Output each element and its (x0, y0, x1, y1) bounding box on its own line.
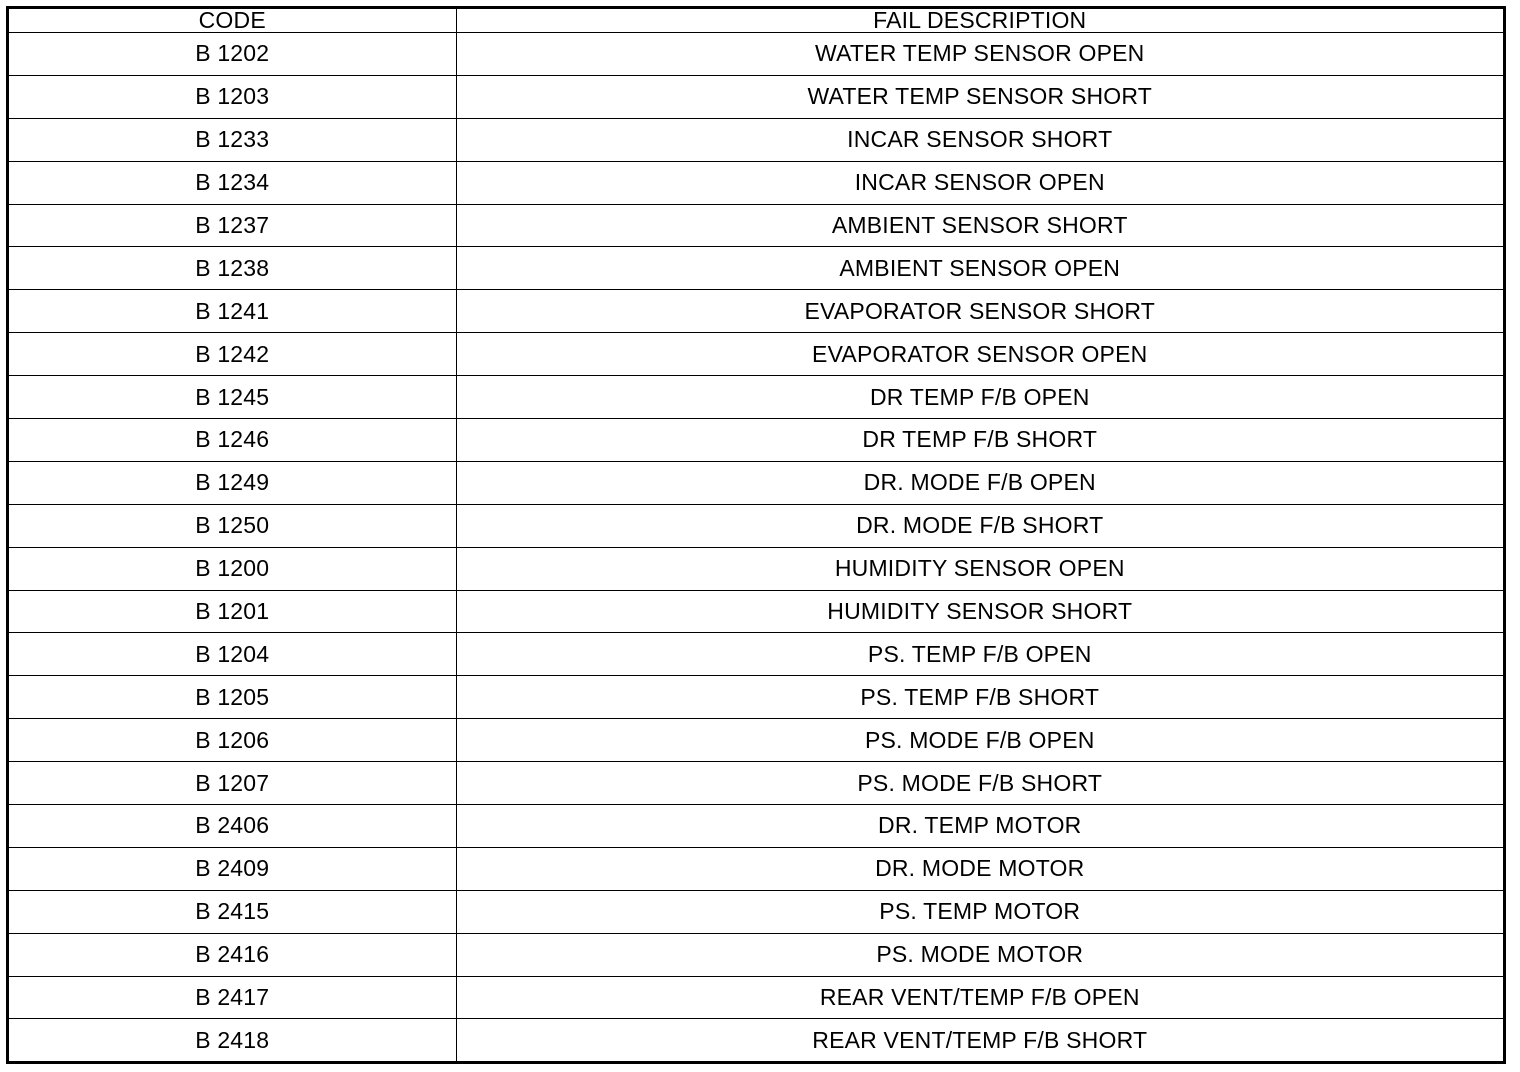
code-cell: B 1204 (9, 633, 456, 676)
description-cell: PS. MODE F/B SHORT (456, 762, 1503, 805)
table-row (9, 376, 1503, 419)
header-row (9, 9, 1503, 33)
description-cell: REAR VENT/TEMP F/B SHORT (456, 1019, 1503, 1061)
table-row (9, 247, 1503, 290)
description-cell: DR. MODE F/B OPEN (456, 461, 1503, 504)
table-row (9, 118, 1503, 161)
description-cell: PS. TEMP MOTOR (456, 890, 1503, 933)
code-cell: B 1242 (9, 333, 456, 376)
description-cell: DR. MODE MOTOR (456, 847, 1503, 890)
table-row (9, 419, 1503, 462)
table-row (9, 461, 1503, 504)
code-cell: B 2406 (9, 805, 456, 848)
description-cell: WATER TEMP SENSOR SHORT (456, 75, 1503, 118)
description-cell: PS. MODE F/B OPEN (456, 719, 1503, 762)
table-row (9, 204, 1503, 247)
description-cell: WATER TEMP SENSOR OPEN (456, 33, 1503, 76)
table-row (9, 33, 1503, 76)
description-cell: EVAPORATOR SENSOR OPEN (456, 333, 1503, 376)
code-cell: B 1246 (9, 419, 456, 462)
table-row (9, 762, 1503, 805)
code-cell: B 1250 (9, 504, 456, 547)
description-cell: INCAR SENSOR OPEN (456, 161, 1503, 204)
table-row (9, 504, 1503, 547)
table-row (9, 633, 1503, 676)
code-cell: B 1241 (9, 290, 456, 333)
code-cell: B 1203 (9, 75, 456, 118)
description-cell: PS. TEMP F/B OPEN (456, 633, 1503, 676)
table-row (9, 75, 1503, 118)
table-row (9, 805, 1503, 848)
description-cell: AMBIENT SENSOR SHORT (456, 204, 1503, 247)
code-cell: B 1234 (9, 161, 456, 204)
table-row (9, 1019, 1503, 1061)
description-cell: PS. MODE MOTOR (456, 933, 1503, 976)
code-cell: B 2409 (9, 847, 456, 890)
table-row (9, 890, 1503, 933)
table-row (9, 933, 1503, 976)
fail-code-table (9, 9, 1503, 1061)
table-row (9, 290, 1503, 333)
fail-code-table-container (6, 6, 1506, 1064)
code-cell: B 1237 (9, 204, 456, 247)
description-cell: AMBIENT SENSOR OPEN (456, 247, 1503, 290)
code-cell: B 1200 (9, 547, 456, 590)
description-cell: DR TEMP F/B SHORT (456, 419, 1503, 462)
code-cell: B 1245 (9, 376, 456, 419)
code-cell: B 1205 (9, 676, 456, 719)
code-cell: B 2415 (9, 890, 456, 933)
code-cell: B 1249 (9, 461, 456, 504)
table-body (9, 33, 1503, 1062)
description-column-header: FAIL DESCRIPTION (456, 9, 1503, 33)
code-cell: B 1202 (9, 33, 456, 76)
code-cell: B 2417 (9, 976, 456, 1019)
table-row (9, 161, 1503, 204)
code-cell: B 1238 (9, 247, 456, 290)
description-cell: DR TEMP F/B OPEN (456, 376, 1503, 419)
code-cell: B 1207 (9, 762, 456, 805)
code-cell: B 2418 (9, 1019, 456, 1061)
table-row (9, 847, 1503, 890)
code-cell: B 1201 (9, 590, 456, 633)
code-column-header: CODE (9, 9, 456, 33)
code-cell: B 2416 (9, 933, 456, 976)
description-cell: HUMIDITY SENSOR SHORT (456, 590, 1503, 633)
table-row (9, 676, 1503, 719)
table-row (9, 333, 1503, 376)
description-cell: PS. TEMP F/B SHORT (456, 676, 1503, 719)
description-cell: DR. MODE F/B SHORT (456, 504, 1503, 547)
table-row (9, 547, 1503, 590)
table-row (9, 590, 1503, 633)
description-cell: REAR VENT/TEMP F/B OPEN (456, 976, 1503, 1019)
description-cell: INCAR SENSOR SHORT (456, 118, 1503, 161)
table-row (9, 719, 1503, 762)
code-cell: B 1206 (9, 719, 456, 762)
description-cell: DR. TEMP MOTOR (456, 805, 1503, 848)
code-cell: B 1233 (9, 118, 456, 161)
description-cell: EVAPORATOR SENSOR SHORT (456, 290, 1503, 333)
description-cell: HUMIDITY SENSOR OPEN (456, 547, 1503, 590)
table-row (9, 976, 1503, 1019)
